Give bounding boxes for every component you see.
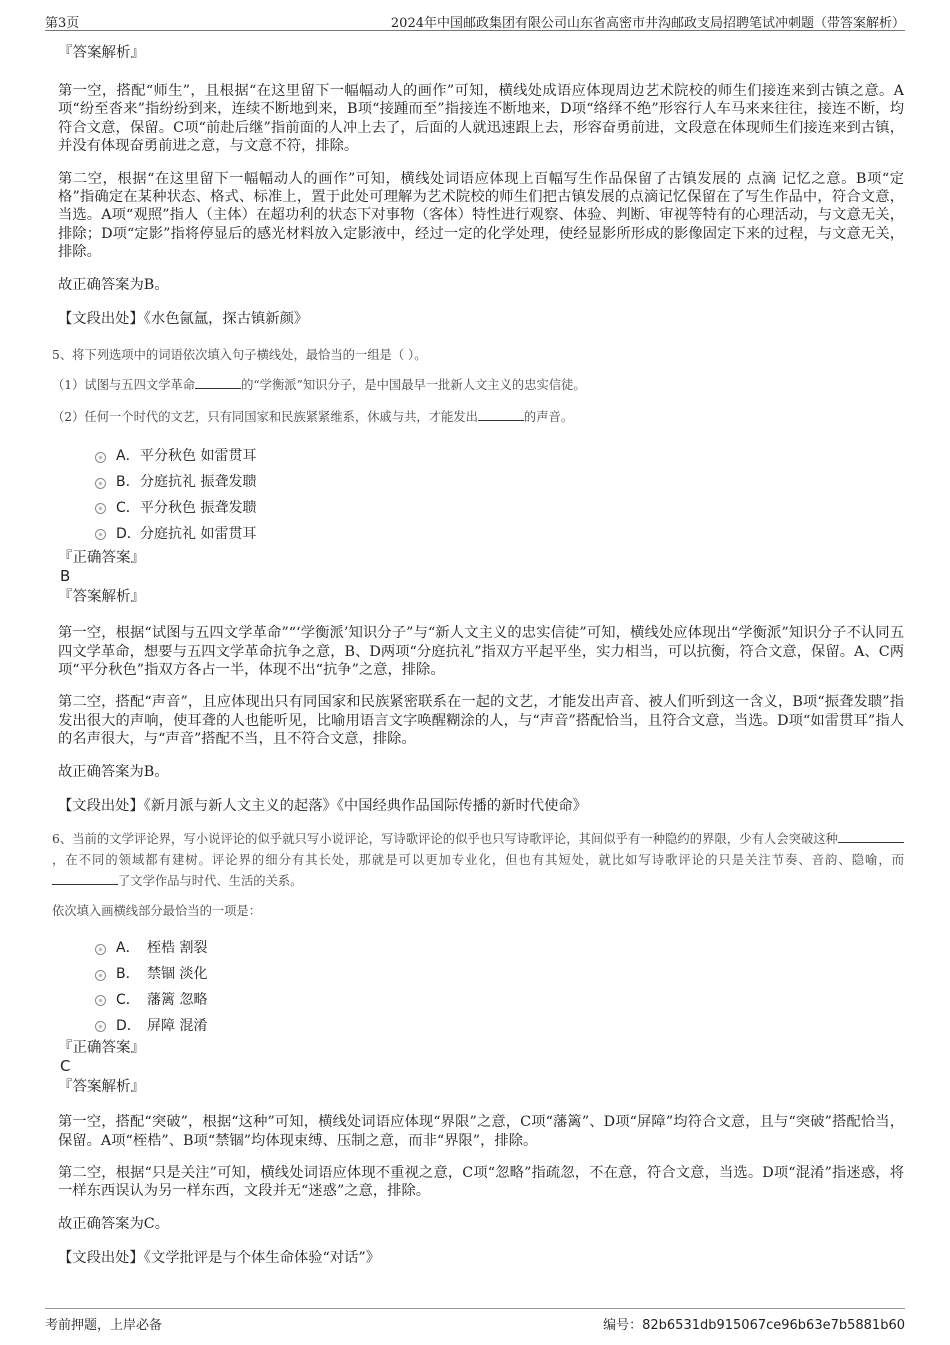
q6-conclusion: 故正确答案为C。: [58, 1215, 170, 1232]
radio-icon[interactable]: [95, 944, 106, 955]
q4-analysis-p1: 第一空，搭配“师生”，且根据“在这里留下一幅幅动人的画作”可知，横线处成语应体现周边艺术院校的师生们接连来到古镇之意。A项“纷至沓来”指纷纷到来，连续不断地到来，B项“接踵而至”指接连不断地来，D项“络绎不绝”形容行人车马来来往往，接连不断，均符合文意，保留。C项“前赴后继”指前面的人冲上去了，后面的人就迅速跟上去，形容奋勇前进，文段意在体现师生们接连来到古镇，并没有体现奋勇前进之意，与文意不符，排除。: [58, 83, 904, 155]
q5-analysis-p1: 第一空，根据“试图与五四文学革命”“‘学衡派’知识分子”与“新人文主义的忠实信徒”可知，横线处应体现出“学衡派”知识分子不认同五四文学革命，想要与五四文学革命抗争之意，B、D两项“分庭抗礼”指双方平起平坐，实力相当，可以抗衡，符合文意，保留。A、C两项“平分秋色”指双方各占一半，体现不出“抗争”之意，排除。: [58, 625, 904, 679]
q6-source: 【文段出处】《文学批评是与个体生命体验“对话”》: [58, 1250, 380, 1267]
radio-icon[interactable]: [95, 503, 106, 514]
q4-conclusion: 故正确答案为B。: [58, 276, 169, 293]
q5-source: 【文段出处】《新月派与新人文主义的起落》《中国经典作品国际传播的新时代使命》: [58, 798, 587, 815]
footer-slogan: 考前押题，上岸必备: [45, 1318, 163, 1333]
blank-line: [838, 830, 904, 843]
q5-option-c[interactable]: C． 平分秋色 振聋发聩: [95, 496, 904, 522]
q5-analysis-p2: 第二空，搭配“声音”，且应体现出只有同国家和民族紧密联系在一起的文艺，才能发出声音、被人们听到这一含义，B项“振聋发聩”指发出很大的声响，使耳聋的人也能听见，比喻用语言文字唤醒糊涂的人，与“声音”搭配恰当，且符合文意，当选。D项“如雷贯耳”指人的名声很大，与“声音”搭配不当，且不符合文意，排除。: [58, 694, 904, 748]
q6-prompt: 依次填入画横线部分最恰当的一项是：: [52, 904, 262, 919]
q6-correct-answer: C: [60, 1057, 71, 1076]
q6-question: 6、当前的文学评论界，写小说评论的似乎就只写小说评论，写诗歌评论的似乎也只写诗歌评论，其间似乎有一种隐约的界限，少有人会突破这种，在不同的领域都有建树。评论界的细分有其长处，那就是可以更加专业化，但也有其短处，就比如写诗歌评论的只是关注节奏、音韵、隐喻，而了文学作品与时代、生活的关系。: [52, 832, 904, 889]
q6-option-d[interactable]: D． 屏障 混淆: [95, 1014, 904, 1040]
q5-question: 5、将下列选项中的词语依次填入句子横线处，最恰当的一组是（ ）。: [52, 348, 427, 363]
radio-icon[interactable]: [95, 452, 106, 463]
q5-analysis-label: 『答案解析』: [58, 589, 145, 606]
document-title: 2024年中国邮政集团有限公司山东省高密市井沟邮政支局招聘笔试冲刺题（带答案解析）: [390, 16, 905, 31]
q6-analysis-label: 『答案解析』: [58, 1079, 145, 1096]
q4-source: 【文段出处】《水色氤氲，探古镇新颜》: [58, 311, 309, 328]
q5-option-d[interactable]: D． 分庭抗礼 如雷贯耳: [95, 522, 904, 548]
q6-options: [95, 936, 904, 1039]
radio-icon[interactable]: [95, 478, 106, 489]
q6-correct-label: 『正确答案』: [58, 1040, 145, 1057]
q4-analysis-p2: 第二空，根据“在这里留下一幅幅动人的画作”可知，横线处词语应体现上百幅写生作品保留了古镇发展的 点滴 记忆之意。B项“定格”指确定在某种状态、格式、标准上，置于此处可理解为艺术院校的师生们把古镇发展的点滴记忆保留在了写生作品中，符合文意，当选。A项“观照”指人（主体）在超功利的状态下对事物（客体）特性进行观察、体验、判断、审视等特有的心理活动，与文意无关，排除；D项“定影”指将停显后的感光材料放入定影液中，经过一定的化学处理，使经显影所形成的影像固定下来的过程，与文意无关，排除。: [58, 170, 904, 261]
blank-line: [195, 376, 241, 389]
document-code: 编号：82b6531db915067ce96b63e7b5881b60: [603, 1318, 905, 1333]
radio-icon[interactable]: [95, 1021, 106, 1032]
q6-option-a[interactable]: A． 桎梏 割裂: [95, 936, 904, 962]
radio-icon[interactable]: [95, 970, 106, 981]
page-footer: [45, 1308, 905, 1333]
q5-options: [95, 444, 904, 547]
q5-option-b[interactable]: B． 分庭抗礼 振聋发聩: [95, 470, 904, 496]
radio-icon[interactable]: [95, 529, 106, 540]
blank-line: [478, 408, 524, 421]
q5-conclusion: 故正确答案为B。: [58, 763, 169, 780]
page-content: [52, 44, 904, 1282]
q5-option-a[interactable]: A． 平分秋色 如雷贯耳: [95, 444, 904, 470]
q6-option-b[interactable]: B． 禁锢 淡化: [95, 962, 904, 988]
q5-sentence-1: （1）试图与五四文学革命 的“学衡派”知识分子，是中国最早一批新人文主义的忠实信徒。: [52, 378, 586, 393]
q6-analysis-p2: 第二空，根据“只是关注”可知，横线处词语应体现不重视之意，C项“忽略”指疏忽，不在意，符合文意，当选。D项“混淆”指迷惑，将一样东西误认为另一样东西，文段并无“迷惑”之意，排除。: [58, 1165, 904, 1200]
q4-analysis-label: 『答案解析』: [58, 45, 145, 61]
q6-analysis-p1: 第一空，搭配“突破”，根据“这种”可知，横线处词语应体现“界限”之意，C项“藩篱”、D项“屏障”均符合文意，且与“突破”搭配恰当，保留。A项“桎梏”、B项“禁锢”均体现束缚、压制之意，而非“界限”，排除。: [58, 1114, 904, 1149]
page-number: 第3页: [45, 16, 80, 31]
q6-option-c[interactable]: C． 藩篱 忽略: [95, 988, 904, 1014]
blank-line: [52, 872, 118, 885]
q5-correct-label: 『正确答案』: [58, 550, 145, 567]
q5-correct-answer: B: [60, 567, 71, 586]
q5-sentence-2: （2）任何一个时代的文艺，只有同国家和民族紧紧维系，休戚与共，才能发出 的声音。: [52, 410, 574, 425]
page-header: [45, 8, 905, 31]
radio-icon[interactable]: [95, 995, 106, 1006]
